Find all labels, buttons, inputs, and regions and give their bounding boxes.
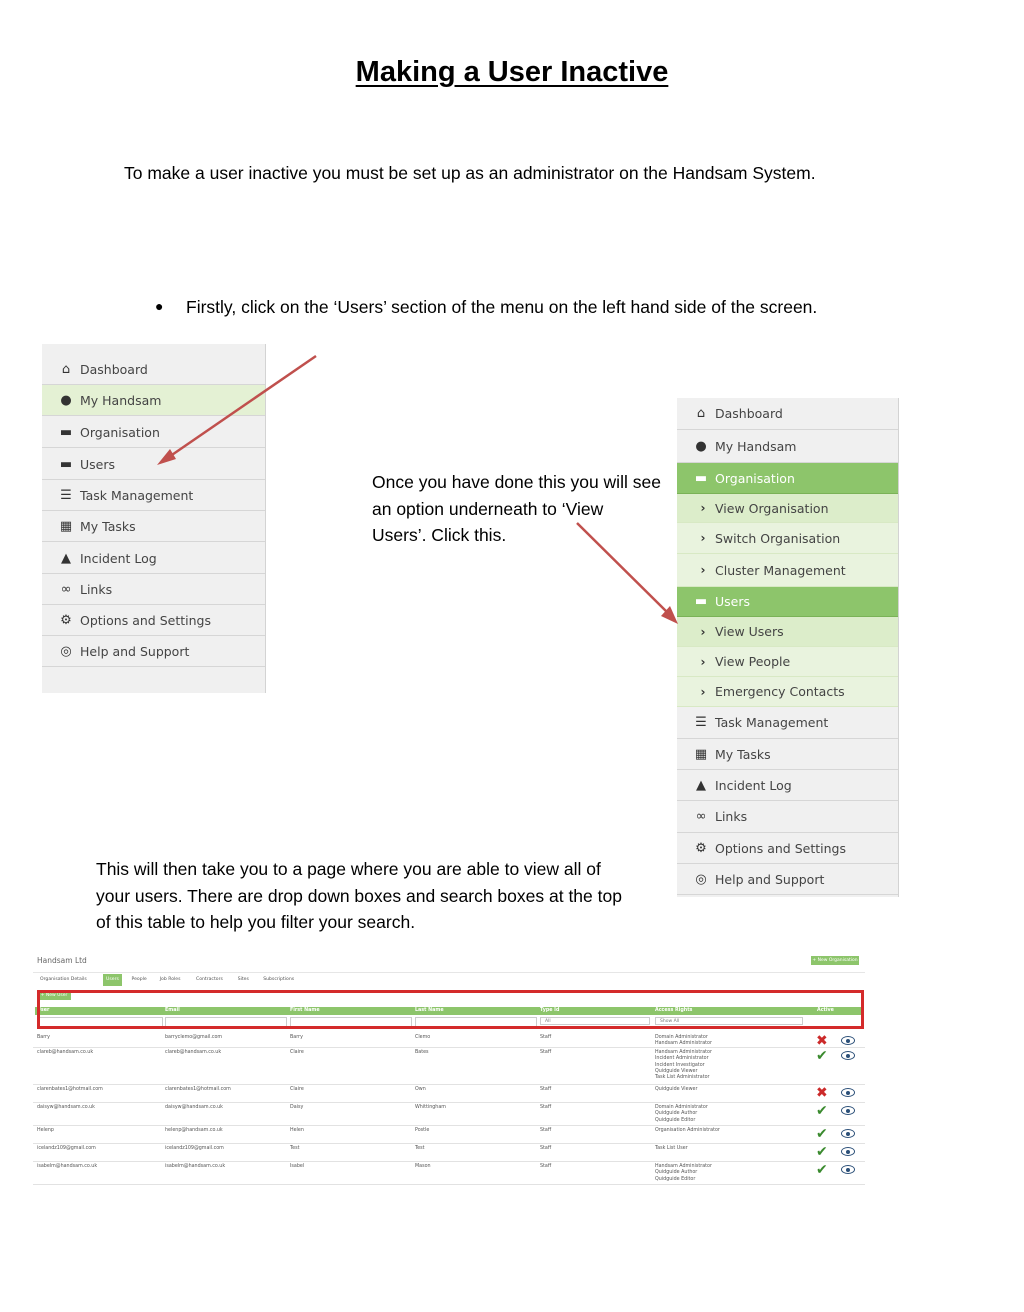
table-icon: ▦ xyxy=(694,746,708,762)
cell-type: Staff xyxy=(540,1105,552,1110)
cell-last: Whittingham xyxy=(415,1105,446,1110)
inactive-cross-icon[interactable]: ✖ xyxy=(816,1085,828,1101)
menu-item-label: Help and Support xyxy=(80,643,190,659)
cell-email: clareb@handsam.co.uk xyxy=(165,1050,222,1055)
view-eye-icon[interactable] xyxy=(841,1165,855,1174)
access-right: Quidguide Author xyxy=(655,1111,698,1117)
view-eye-icon[interactable] xyxy=(841,1106,855,1115)
cell-access-rights xyxy=(655,1146,688,1152)
cell-type: Staff xyxy=(540,1035,552,1040)
middle-note-line: an option underneath to ‘View xyxy=(372,498,604,519)
cogs-icon: ⚙ xyxy=(60,612,72,628)
menu-item-label: View People xyxy=(715,654,791,669)
cell-access-rights xyxy=(655,1164,712,1183)
cell-first: Test xyxy=(290,1146,300,1151)
menu-item-label: My Tasks xyxy=(80,518,136,534)
users-table-screenshot xyxy=(33,950,865,1193)
column-header-access-rights[interactable]: Access Rights xyxy=(655,1008,693,1013)
home-icon: ⌂ xyxy=(696,406,706,421)
table-row[interactable] xyxy=(33,1102,865,1126)
cell-last: Own xyxy=(415,1087,426,1092)
intro-text: To make a user inactive you must be set up as an administrator on the Handsam System. xyxy=(124,163,816,183)
cell-type: Staff xyxy=(540,1087,552,1092)
cell-last: Clemo xyxy=(415,1035,431,1040)
bottom-note-line: This will then take you to a page where you are able to view all of xyxy=(96,859,601,879)
cell-user: isabelm@handsam.co.uk xyxy=(37,1164,98,1169)
home-icon: ⌂ xyxy=(61,361,71,377)
access-right: Domain Administrator xyxy=(655,1105,708,1110)
access-right: Handsam Administrator xyxy=(655,1050,712,1055)
menu-item-label: Users xyxy=(715,594,751,609)
briefcase-icon: ▬ xyxy=(694,470,708,486)
cell-email: helenp@handsam.co.uk xyxy=(165,1128,223,1133)
list-icon: ☰ xyxy=(695,715,707,730)
cell-email: clarenbates1@hotmail.com xyxy=(165,1087,231,1092)
column-header-last-name[interactable]: Last Name xyxy=(415,1008,444,1013)
access-right: Quidguide Editor xyxy=(655,1176,696,1182)
cell-first: Daisy xyxy=(290,1105,304,1110)
page-title: Making a User Inactive xyxy=(355,56,669,88)
column-header-type-id[interactable]: Type Id xyxy=(540,1008,560,1013)
menu-item-label: Emergency Contacts xyxy=(715,684,845,699)
active-check-icon[interactable]: ✔ xyxy=(816,1144,828,1160)
menu-item-label: View Organisation xyxy=(715,500,829,516)
arrow-to-view-users xyxy=(577,523,678,624)
cell-first: Claire xyxy=(290,1050,304,1055)
cell-last: Postle xyxy=(415,1128,430,1133)
bottom-note-line: your users. There are drop down boxes and search boxes at the top xyxy=(96,885,622,906)
cell-user: daisyw@handsam.co.uk xyxy=(37,1105,95,1110)
view-eye-icon[interactable] xyxy=(841,1147,855,1156)
cell-first: Claire xyxy=(290,1087,304,1092)
menu-item-label: Dashboard xyxy=(80,361,148,377)
menu-item-label: Switch Organisation xyxy=(715,530,841,546)
access-right: Quidguide Editor xyxy=(655,1117,696,1123)
cell-user: Helenp xyxy=(37,1128,54,1133)
access-right: Incident Investigator xyxy=(655,1062,705,1068)
table-row[interactable] xyxy=(33,1047,865,1085)
access-right: Handsam Administrator xyxy=(655,1041,712,1047)
inactive-cross-icon[interactable]: ✖ xyxy=(816,1033,828,1049)
tab-sites[interactable]: Sites xyxy=(237,977,249,982)
access-right: Handsam Administrator xyxy=(655,1164,712,1169)
cell-last: Mason xyxy=(415,1164,431,1169)
tab-users[interactable]: Users xyxy=(103,974,122,986)
tabs-divider xyxy=(33,972,865,973)
cell-first: Helen xyxy=(290,1128,304,1133)
cell-last: Bates xyxy=(415,1050,429,1055)
new-user-button[interactable]: + New User xyxy=(37,992,71,1000)
cogs-icon: ⚙ xyxy=(695,840,707,856)
cell-first: Isabel xyxy=(290,1164,305,1169)
menu-item-label: Links xyxy=(715,809,748,824)
cell-type: Staff xyxy=(540,1164,552,1169)
cell-user: Barry xyxy=(37,1035,50,1040)
menu-item-label: Task Management xyxy=(80,487,194,503)
cell-type: Staff xyxy=(540,1128,552,1133)
view-eye-icon[interactable] xyxy=(841,1036,855,1045)
table-row[interactable] xyxy=(33,1161,865,1185)
list-icon: ☰ xyxy=(60,487,72,503)
highlight-box xyxy=(37,990,864,1029)
chevron-right-icon: › xyxy=(700,531,706,545)
active-check-icon[interactable]: ✔ xyxy=(816,1048,828,1064)
access-rights-select-value: Show All xyxy=(660,1019,680,1024)
briefcase-icon: ▬ xyxy=(59,456,73,472)
view-eye-icon[interactable] xyxy=(841,1088,855,1097)
link-icon: ∞ xyxy=(60,581,72,597)
menu-item-label: Cluster Management xyxy=(715,562,846,578)
table-row[interactable] xyxy=(33,1032,865,1048)
table-icon: ▦ xyxy=(59,518,73,534)
chevron-right-icon: › xyxy=(700,654,706,669)
bullet-dot: ● xyxy=(155,298,164,314)
briefcase-icon: ▬ xyxy=(59,424,73,440)
bullet-text: Firstly, click on the ‘Users’ section of the menu on the left hand side of the screen. xyxy=(186,297,818,317)
warning-icon: ▲ xyxy=(61,550,71,566)
new-organisation-button[interactable]: + New Organisation xyxy=(812,958,858,963)
cell-access-rights xyxy=(655,1035,712,1048)
cell-email: barryclemo@gmail.com xyxy=(165,1035,223,1040)
access-right: Domain Administrator xyxy=(655,1035,708,1040)
menu-item-label: Organisation xyxy=(715,470,795,486)
cell-user: clareb@handsam.co.uk xyxy=(37,1050,94,1055)
cell-access-rights xyxy=(655,1105,708,1124)
menu-item-label: Links xyxy=(80,581,113,597)
user-icon: ● xyxy=(695,438,707,454)
tab-people[interactable]: People xyxy=(131,977,147,982)
cell-access-rights xyxy=(655,1128,720,1134)
active-check-icon[interactable]: ✔ xyxy=(816,1126,828,1142)
menu-item-label: Options and Settings xyxy=(80,612,211,628)
tab-contractors[interactable]: Contractors xyxy=(196,977,223,982)
tab-organisation-details[interactable]: Organisation Details xyxy=(40,977,87,982)
lifebuoy-icon: ◎ xyxy=(60,643,72,659)
table-row[interactable] xyxy=(33,1084,865,1103)
link-icon: ∞ xyxy=(695,809,707,824)
menu-item-label: My Handsam xyxy=(80,392,162,408)
table-row[interactable] xyxy=(33,1143,865,1162)
menu-item-label: Organisation xyxy=(80,424,160,440)
bottom-note-line: of this table to help you filter your search. xyxy=(96,912,416,932)
warning-icon: ▲ xyxy=(696,777,706,793)
menu-item-label: Users xyxy=(80,456,116,472)
menu-item-label: My Handsam xyxy=(715,438,797,454)
cell-type: Staff xyxy=(540,1050,552,1055)
user-icon: ● xyxy=(60,392,72,408)
access-right: Quidguide Author xyxy=(655,1170,698,1176)
menu-item-label: Help and Support xyxy=(715,871,825,887)
cell-user: icelandz109@gmail.com xyxy=(37,1146,96,1151)
middle-note-line: Once you have done this you will see xyxy=(372,472,661,492)
table-row[interactable] xyxy=(33,1125,865,1144)
chevron-right-icon: › xyxy=(700,684,706,699)
cell-email: icelandz109@gmail.com xyxy=(165,1146,224,1151)
menu-item-label: View Users xyxy=(715,624,784,639)
view-eye-icon[interactable] xyxy=(841,1129,855,1138)
cell-access-rights xyxy=(655,1050,712,1081)
cell-user: clarenbates1@hotmail.com xyxy=(37,1087,103,1092)
menu-item-label: Incident Log xyxy=(715,777,792,793)
column-header-active[interactable]: Active xyxy=(817,1008,834,1013)
chevron-right-icon: › xyxy=(700,624,706,639)
menu-item-label: Dashboard xyxy=(715,406,783,421)
cell-access-rights xyxy=(655,1087,697,1093)
active-check-icon[interactable]: ✔ xyxy=(816,1103,828,1119)
cell-type: Staff xyxy=(540,1146,552,1151)
arrow-to-users xyxy=(157,356,316,465)
tab-subscriptions[interactable]: Subscriptions xyxy=(263,977,295,982)
middle-note-line: Users’. Click this. xyxy=(372,525,507,545)
column-header-user[interactable]: User xyxy=(37,1008,50,1013)
cell-email: isabelm@handsam.co.uk xyxy=(165,1164,226,1169)
view-eye-icon[interactable] xyxy=(841,1051,855,1060)
menu-item-label: Task Management xyxy=(715,715,829,730)
cell-email: daisyw@handsam.co.uk xyxy=(165,1105,223,1110)
cell-first: Barry xyxy=(290,1035,303,1040)
active-check-icon[interactable]: ✔ xyxy=(816,1162,828,1178)
access-right: Quidguide Viewer xyxy=(655,1068,698,1074)
access-right: Organisation Administrator xyxy=(655,1128,720,1133)
chevron-right-icon: › xyxy=(700,501,706,515)
access-right: Task List Administrator xyxy=(655,1075,710,1081)
access-right: Quidguide Viewer xyxy=(655,1087,698,1092)
menu-item-label: Incident Log xyxy=(80,550,157,566)
access-right: Incident Administrator xyxy=(655,1056,709,1062)
lifebuoy-icon: ◎ xyxy=(695,871,707,887)
menu-item-label: Options and Settings xyxy=(715,840,846,856)
tab-job-roles[interactable]: Job Roles xyxy=(159,977,181,982)
org-name: Handsam Ltd xyxy=(37,956,87,965)
chevron-right-icon: › xyxy=(700,563,706,577)
briefcase-icon: ▬ xyxy=(694,594,708,609)
menu-item-label: My Tasks xyxy=(715,746,771,762)
column-header-email[interactable]: Email xyxy=(165,1008,180,1013)
access-right: Task List User xyxy=(655,1146,688,1151)
column-header-first-name[interactable]: First Name xyxy=(290,1008,320,1013)
type-id-select-value: All xyxy=(545,1019,551,1024)
cell-last: Test xyxy=(415,1146,425,1151)
